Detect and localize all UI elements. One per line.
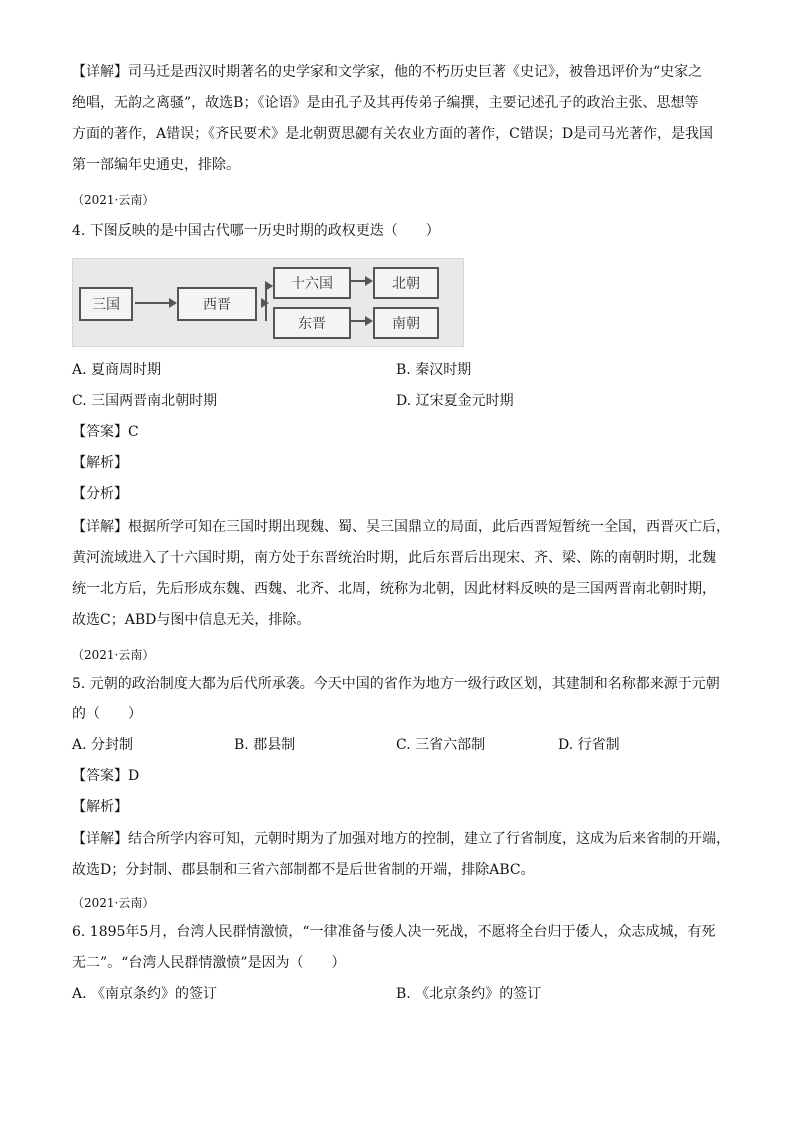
arrow-icon-lower <box>351 320 367 322</box>
q6-stem-line-1: 6. 1895年5月，台湾人民群情激愤，“一律准备与倭人决一死战，不愿将全台归于倭人，众志成城，有死 <box>72 924 716 940</box>
source-label: （2021·云南） <box>72 193 155 207</box>
figure-box-dongjin: 东晋 <box>273 307 351 339</box>
q4-fenxi-label: 【分析】 <box>72 486 128 502</box>
q4-option-d[interactable]: D. 辽宋夏金元时期 <box>396 393 514 409</box>
q5-option-c[interactable]: C. 三省六部制 <box>396 737 486 753</box>
q3-detail-line-3: 方面的著作，A错误；《齐民要术》是北朝贾思勰有关农业方面的著作，C错误；D是司马光著作，是我国 <box>72 126 714 142</box>
q4-figure <box>72 258 464 347</box>
q5-stem-line-1: 5. 元朝的政治制度大都为后代所承袭。今天中国的省作为地方一级行政区划，其建制和名称都来源于元朝 <box>72 676 720 692</box>
connector-icon <box>261 302 263 304</box>
arrow-icon <box>135 302 171 304</box>
q6-option-a[interactable]: A. 《南京条约》的签订 <box>72 986 218 1002</box>
q4-option-a[interactable]: A. 夏商周时期 <box>72 362 162 378</box>
q4-analysis-label: 【解析】 <box>72 455 128 471</box>
q4-stem: 4. 下图反映的是中国古代哪一历史时期的政权更迭（ ） <box>72 223 440 239</box>
q3-detail-line-2: 绝唱，无韵之离骚”，故选B；《论语》是由孔子及其再传弟子编撰，主要记述孔子的政治主张、思想等 <box>72 95 699 111</box>
q5-detail-line-2: 故选D；分封制、郡县制和三省六部制都不是后世省制的开端，排除ABC。 <box>72 862 535 878</box>
q5-stem-line-2: 的（ ） <box>72 706 142 722</box>
q3-detail-line-4: 第一部编年史通史，排除。 <box>72 157 240 173</box>
q5-detail-line-1: 【详解】结合所学内容可知，元朝时期为了加强对地方的控制，建立了行省制度，这成为后来省制的开端， <box>72 831 730 847</box>
q4-detail-line-3: 统一北方后，先后形成东魏、西魏、北齐、北周，统称为北朝，因此材料反映的是三国两晋南北朝时期， <box>72 581 716 597</box>
q5-option-d[interactable]: D. 行省制 <box>558 737 620 753</box>
q4-detail-line-1: 【详解】根据所学可知在三国时期出现魏、蜀、吴三国鼎立的局面，此后西晋短暂统一全国，西晋灭亡后， <box>72 519 730 535</box>
q3-detail-line-1: 【详解】司马迁是西汉时期著名的史学家和文学家，他的不朽历史巨著《史记》，被鲁迅评价为“史家之 <box>72 64 703 80</box>
source-label: （2021·云南） <box>72 648 155 662</box>
figure-box-shiliuguo: 十六国 <box>273 267 351 299</box>
q4-detail-line-2: 黄河流域进入了十六国时期，南方处于东晋统治时期，此后东晋后出现宋、齐、梁、陈的南朝时期，北魏 <box>72 550 716 566</box>
q5-analysis-label: 【解析】 <box>72 799 128 815</box>
figure-box-sanguo: 三国 <box>79 287 133 321</box>
q4-answer: 【答案】C <box>72 424 139 440</box>
q5-option-a[interactable]: A. 分封制 <box>72 737 134 753</box>
q6-option-b[interactable]: B. 《北京条约》的签订 <box>396 986 542 1002</box>
q5-option-b[interactable]: B. 郡县制 <box>234 737 296 753</box>
arrow-icon-upper <box>351 280 367 282</box>
figure-box-beichao: 北朝 <box>373 267 439 299</box>
q4-option-c[interactable]: C. 三国两晋南北朝时期 <box>72 393 218 409</box>
q5-answer: 【答案】D <box>72 768 140 784</box>
figure-box-nanchao: 南朝 <box>373 307 439 339</box>
q6-stem-line-2: 无二”。“台湾人民群情激愤”是因为（ ） <box>72 955 346 971</box>
q4-option-b[interactable]: B. 秦汉时期 <box>396 362 472 378</box>
q4-detail-line-4: 故选C；ABD与图中信息无关，排除。 <box>72 612 311 628</box>
source-label: （2021·云南） <box>72 896 155 910</box>
figure-box-xijin: 西晋 <box>177 287 257 321</box>
